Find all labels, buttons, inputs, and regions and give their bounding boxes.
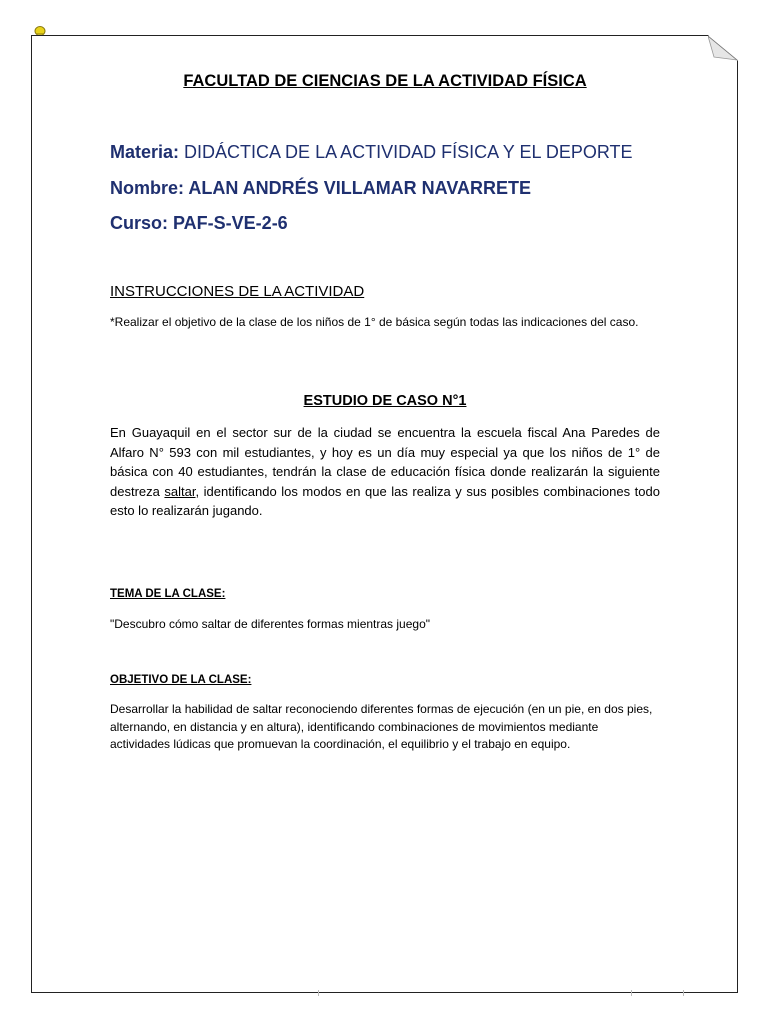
course-label: Curso: [110,213,168,233]
subject-line [110,142,710,163]
bottom-tick [318,990,319,996]
case-text-part-1: En Guayaquil en el sector sur de la ciudad se encuentra la escuela fiscal Ana Paredes de Alfaro N° 593 con mil estudiantes, y hoy es un día muy especial ya que los niños de 1° de básica con 40 estudiantes, tendrán la clase de educación física donde realizarán la siguiente destreza [110,425,660,499]
page-bottom-markers [31,990,738,998]
faculty-title: FACULTAD DE CIENCIAS DE LA ACTIVIDAD FÍSICA [183,72,587,90]
page-curl-icon [708,35,738,61]
name-line [110,178,710,199]
course-line [110,213,710,234]
class-topic-text: "Descubro cómo saltar de diferentes formas mientras juego" [110,617,430,631]
case-study-heading: ESTUDIO DE CASO N°1 [303,393,467,409]
instructions-text: *Realizar el objetivo de la clase de los niños de 1° de básica según todas las indicaciones del caso. [110,315,639,329]
case-text-part-2: , identificando los modos en que las realiza y sus posibles combinaciones todo esto lo realizarán jugando. [110,483,660,518]
class-objective-heading: OBJETIVO DE LA CLASE: [110,674,252,686]
document-page [31,35,738,993]
instructions-heading: INSTRUCCIONES DE LA ACTIVIDAD [110,283,365,300]
subject-label: Materia: [110,142,180,162]
course-value: PAF-S-VE-2-6 [173,213,288,233]
class-objective-text: Desarrollar la habilidad de saltar reconociendo diferentes formas de ejecución (en un pie, en dos pies, alternando, en distancia y en altura), identificando combinaciones de movimientos mediante actividades lúdicas que promuevan la coordinación, el equilibrio y el trabajo en equipo. [110,702,653,751]
name-value: ALAN ANDRÉS VILLAMAR NAVARRETE [188,178,532,198]
bottom-tick [683,990,684,996]
name-label: Nombre: [110,178,185,198]
case-study-text [110,423,660,521]
bottom-tick [631,990,632,996]
subject-value: DIDÁCTICA DE LA ACTIVIDAD FÍSICA Y EL DEPORTE [184,142,633,162]
class-topic-heading: TEMA DE LA CLASE: [110,588,226,600]
case-text-keyword: saltar [164,483,196,499]
